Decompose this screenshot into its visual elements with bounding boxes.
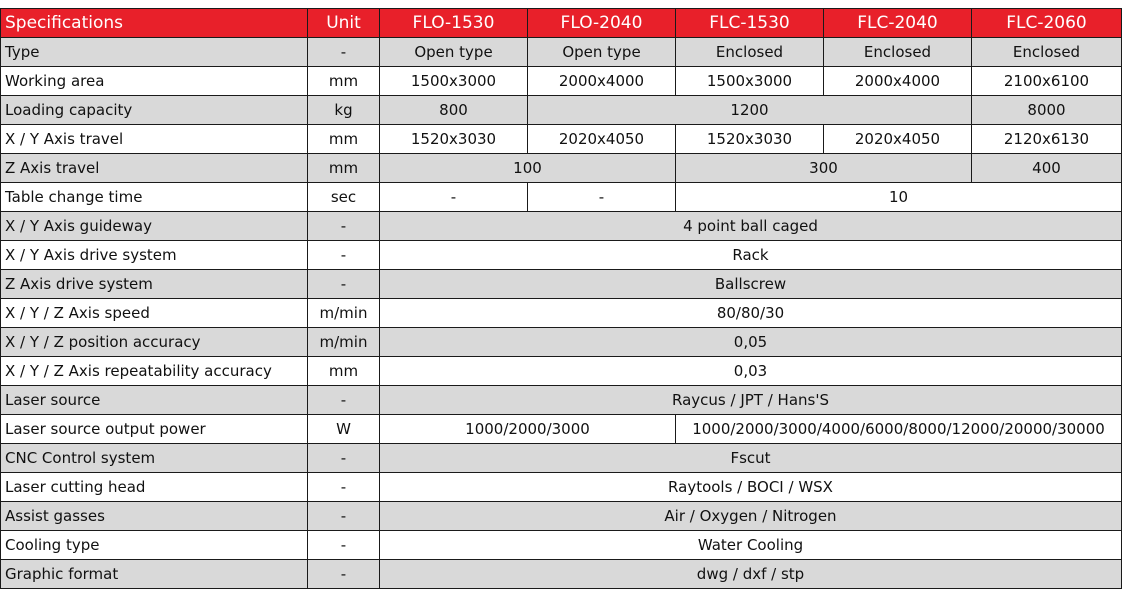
row-label: Laser source output power	[1, 415, 308, 444]
value-cell: Fscut	[380, 444, 1122, 473]
value-cell: 2020x4050	[528, 125, 676, 154]
row-unit: -	[308, 444, 380, 473]
row-label: Cooling type	[1, 531, 308, 560]
row-unit: -	[308, 502, 380, 531]
value-cell: 1200	[528, 96, 972, 125]
row-label: X / Y / Z position accuracy	[1, 328, 308, 357]
row-label: X / Y / Z Axis repeatability accuracy	[1, 357, 308, 386]
row-unit: m/min	[308, 328, 380, 357]
table-row	[1, 531, 1122, 560]
table-row	[1, 444, 1122, 473]
header-unit: Unit	[308, 9, 380, 38]
value-cell: 1520x3030	[676, 125, 824, 154]
row-label: X / Y Axis guideway	[1, 212, 308, 241]
value-cell: Raycus / JPT / Hans'S	[380, 386, 1122, 415]
row-label: X / Y / Z Axis speed	[1, 299, 308, 328]
header-model-flc-2060: FLC-2060	[972, 9, 1122, 38]
value-cell: dwg / dxf / stp	[380, 560, 1122, 589]
row-unit: m/min	[308, 299, 380, 328]
row-label: Working area	[1, 67, 308, 96]
header-specifications: Specifications	[1, 9, 308, 38]
value-cell: 1500x3000	[380, 67, 528, 96]
row-label: Z Axis travel	[1, 154, 308, 183]
row-unit: mm	[308, 357, 380, 386]
value-cell: 2100x6100	[972, 67, 1122, 96]
value-cell: 300	[676, 154, 972, 183]
value-cell: 1000/2000/3000	[380, 415, 676, 444]
row-unit: mm	[308, 125, 380, 154]
row-unit: -	[308, 560, 380, 589]
header-model-flc-2040: FLC-2040	[824, 9, 972, 38]
value-cell: 8000	[972, 96, 1122, 125]
value-cell: 1520x3030	[380, 125, 528, 154]
row-label: X / Y Axis travel	[1, 125, 308, 154]
header-row	[1, 9, 1122, 38]
value-cell: 4 point ball caged	[380, 212, 1122, 241]
table-row	[1, 473, 1122, 502]
row-label: Graphic format	[1, 560, 308, 589]
row-label: X / Y Axis drive system	[1, 241, 308, 270]
table-row	[1, 270, 1122, 299]
value-cell: 10	[676, 183, 1122, 212]
table-row	[1, 96, 1122, 125]
header-model-flo-2040: FLO-2040	[528, 9, 676, 38]
table-row	[1, 125, 1122, 154]
row-unit: -	[308, 386, 380, 415]
row-label: Loading capacity	[1, 96, 308, 125]
value-cell: Enclosed	[824, 38, 972, 67]
row-label: Table change time	[1, 183, 308, 212]
row-unit: -	[308, 241, 380, 270]
row-unit: -	[308, 270, 380, 299]
table-row	[1, 357, 1122, 386]
value-cell: -	[528, 183, 676, 212]
value-cell: 2000x4000	[528, 67, 676, 96]
table-body	[1, 38, 1122, 589]
header-model-flc-1530: FLC-1530	[676, 9, 824, 38]
value-cell: Enclosed	[972, 38, 1122, 67]
table-row	[1, 560, 1122, 589]
row-unit: sec	[308, 183, 380, 212]
row-unit: mm	[308, 154, 380, 183]
value-cell: Ballscrew	[380, 270, 1122, 299]
table-row	[1, 299, 1122, 328]
table-row	[1, 415, 1122, 444]
row-unit: W	[308, 415, 380, 444]
value-cell: 80/80/30	[380, 299, 1122, 328]
value-cell: Open type	[528, 38, 676, 67]
value-cell: 100	[380, 154, 676, 183]
value-cell: 2000x4000	[824, 67, 972, 96]
value-cell: 2020x4050	[824, 125, 972, 154]
value-cell: 0,03	[380, 357, 1122, 386]
value-cell: 800	[380, 96, 528, 125]
value-cell: 0,05	[380, 328, 1122, 357]
row-label: Laser cutting head	[1, 473, 308, 502]
row-label: CNC Control system	[1, 444, 308, 473]
table-row	[1, 154, 1122, 183]
value-cell: Enclosed	[676, 38, 824, 67]
table-row	[1, 502, 1122, 531]
table-row	[1, 386, 1122, 415]
row-unit: mm	[308, 67, 380, 96]
table-row	[1, 328, 1122, 357]
row-unit: -	[308, 212, 380, 241]
value-cell: 2120x6130	[972, 125, 1122, 154]
row-label: Assist gasses	[1, 502, 308, 531]
row-unit: kg	[308, 96, 380, 125]
value-cell: Raytools / BOCI / WSX	[380, 473, 1122, 502]
header-model-flo-1530: FLO-1530	[380, 9, 528, 38]
value-cell: Air / Oxygen / Nitrogen	[380, 502, 1122, 531]
value-cell: Open type	[380, 38, 528, 67]
table-row	[1, 67, 1122, 96]
table-row	[1, 183, 1122, 212]
specifications-table	[0, 8, 1122, 589]
row-unit: -	[308, 531, 380, 560]
row-unit: -	[308, 473, 380, 502]
value-cell: 1000/2000/3000/4000/6000/8000/12000/20000/30000	[676, 415, 1122, 444]
value-cell: Water Cooling	[380, 531, 1122, 560]
row-label: Z Axis drive system	[1, 270, 308, 299]
table-row	[1, 38, 1122, 67]
table-row	[1, 241, 1122, 270]
value-cell: 400	[972, 154, 1122, 183]
value-cell: 1500x3000	[676, 67, 824, 96]
row-unit: -	[308, 38, 380, 67]
value-cell: Rack	[380, 241, 1122, 270]
row-label: Type	[1, 38, 308, 67]
table-row	[1, 212, 1122, 241]
row-label: Laser source	[1, 386, 308, 415]
value-cell: -	[380, 183, 528, 212]
